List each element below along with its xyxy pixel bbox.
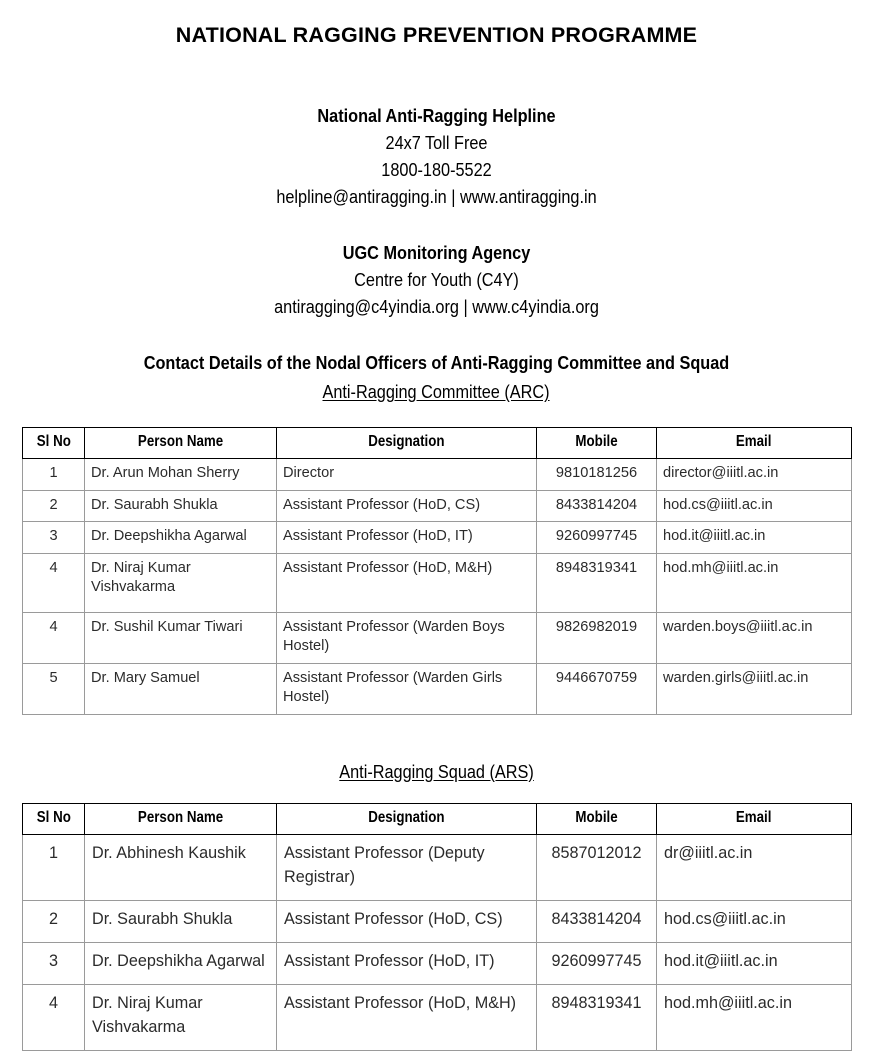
helpline-block — [0, 102, 873, 210]
table-header-row — [23, 803, 852, 834]
cell-designation: Assistant Professor (HoD, CS) — [277, 900, 537, 942]
cell-person-name: Dr. Abhinesh Kaushik — [85, 834, 277, 900]
cell-email: dr@iiitl.ac.in — [657, 834, 852, 900]
ars-heading — [0, 759, 873, 785]
ugc-block — [0, 239, 873, 320]
cell-mobile: 9260997745 — [537, 942, 657, 984]
arc-table-wrapper — [0, 427, 873, 715]
helpline-heading: National Anti-Ragging Helpline — [317, 105, 556, 126]
cell-email: hod.mh@iiitl.ac.in — [657, 984, 852, 1050]
helpline-phone: 1800-180-5522 — [381, 159, 492, 180]
cell-designation: Assistant Professor (HoD, IT) — [277, 522, 537, 554]
column-header-person-name: Person Name — [85, 803, 277, 834]
cell-person-name: Dr. Deepshikha Agarwal — [85, 522, 277, 554]
cell-sl-no: 3 — [23, 522, 85, 554]
ars-table-body — [23, 834, 852, 1050]
cell-mobile: 9826982019 — [537, 612, 657, 663]
cell-person-name: Dr. Niraj Kumar Vishvakarma — [85, 984, 277, 1050]
cell-email: warden.boys@iiitl.ac.in — [657, 612, 852, 663]
cell-email: hod.mh@iiitl.ac.in — [657, 553, 852, 612]
ars-table-header — [23, 803, 852, 834]
cell-person-name: Dr. Deepshikha Agarwal — [85, 942, 277, 984]
table-row — [23, 612, 852, 663]
cell-designation: Assistant Professor (HoD, IT) — [277, 942, 537, 984]
cell-email: hod.it@iiitl.ac.in — [657, 942, 852, 984]
column-header-email: Email — [657, 428, 852, 459]
cell-mobile: 8948319341 — [537, 984, 657, 1050]
cell-email: hod.cs@iiitl.ac.in — [657, 900, 852, 942]
cell-designation: Assistant Professor (HoD, CS) — [277, 490, 537, 522]
table-row — [23, 984, 852, 1050]
cell-sl-no: 1 — [23, 834, 85, 900]
table-row — [23, 553, 852, 612]
table-row — [23, 900, 852, 942]
cell-email: hod.cs@iiitl.ac.in — [657, 490, 852, 522]
cell-email: hod.it@iiitl.ac.in — [657, 522, 852, 554]
contact-details-heading: Contact Details of the Nodal Officers of Anti-Ragging Committee and Squad — [143, 352, 730, 373]
cell-mobile: 9446670759 — [537, 663, 657, 714]
cell-sl-no: 4 — [23, 553, 85, 612]
cell-sl-no: 2 — [23, 490, 85, 522]
column-header-designation: Designation — [277, 803, 537, 834]
column-header-person-name: Person Name — [85, 428, 277, 459]
column-header-designation: Designation — [277, 428, 537, 459]
arc-table-body — [23, 459, 852, 715]
cell-person-name: Dr. Sushil Kumar Tiwari — [85, 612, 277, 663]
cell-sl-no: 1 — [23, 459, 85, 491]
helpline-availability: 24x7 Toll Free — [385, 132, 488, 153]
cell-designation: Assistant Professor (HoD, M&H) — [277, 553, 537, 612]
table-row — [23, 459, 852, 491]
table-row — [23, 490, 852, 522]
column-header-mobile: Mobile — [537, 428, 657, 459]
cell-designation: Assistant Professor (Deputy Registrar) — [277, 834, 537, 900]
cell-sl-no: 4 — [23, 984, 85, 1050]
cell-sl-no: 4 — [23, 612, 85, 663]
cell-mobile: 8587012012 — [537, 834, 657, 900]
cell-designation: Director — [277, 459, 537, 491]
arc-table-header — [23, 428, 852, 459]
arc-heading-text: Anti-Ragging Committee (ARC) — [322, 381, 551, 402]
table-row — [23, 942, 852, 984]
cell-person-name: Dr. Saurabh Shukla — [85, 490, 277, 522]
cell-sl-no: 3 — [23, 942, 85, 984]
cell-mobile: 8948319341 — [537, 553, 657, 612]
arc-heading — [0, 379, 873, 405]
cell-designation: Assistant Professor (Warden Girls Hostel) — [277, 663, 537, 714]
cell-mobile: 8433814204 — [537, 490, 657, 522]
ars-table — [22, 803, 852, 1051]
helpline-contact: helpline@antiragging.in | www.antiragging.in — [276, 186, 597, 207]
column-header-mobile: Mobile — [537, 803, 657, 834]
ars-heading-text: Anti-Ragging Squad (ARS) — [339, 760, 534, 782]
column-header-sl-no: Sl No — [23, 428, 85, 459]
page-title: NATIONAL RAGGING PREVENTION PROGRAMME — [175, 23, 698, 47]
ugc-organisation: Centre for Youth (C4Y) — [354, 269, 519, 290]
ars-table-wrapper — [0, 803, 873, 1051]
ugc-heading: UGC Monitoring Agency — [342, 242, 531, 263]
table-row — [23, 834, 852, 900]
cell-mobile: 8433814204 — [537, 900, 657, 942]
cell-person-name: Dr. Arun Mohan Sherry — [85, 459, 277, 491]
cell-mobile: 9810181256 — [537, 459, 657, 491]
cell-mobile: 9260997745 — [537, 522, 657, 554]
ugc-contact: antiragging@c4yindia.org | www.c4yindia.org — [274, 296, 599, 317]
cell-person-name: Dr. Mary Samuel — [85, 663, 277, 714]
cell-sl-no: 5 — [23, 663, 85, 714]
table-row — [23, 663, 852, 714]
cell-designation: Assistant Professor (HoD, M&H) — [277, 984, 537, 1050]
table-header-row — [23, 428, 852, 459]
cell-person-name: Dr. Niraj Kumar Vishvakarma — [85, 553, 277, 612]
column-header-sl-no: Sl No — [23, 803, 85, 834]
column-header-email: Email — [657, 803, 852, 834]
cell-email: warden.girls@iiitl.ac.in — [657, 663, 852, 714]
cell-sl-no: 2 — [23, 900, 85, 942]
cell-email: director@iiitl.ac.in — [657, 459, 852, 491]
arc-table — [22, 427, 852, 715]
table-row — [23, 522, 852, 554]
cell-designation: Assistant Professor (Warden Boys Hostel) — [277, 612, 537, 663]
cell-person-name: Dr. Saurabh Shukla — [85, 900, 277, 942]
